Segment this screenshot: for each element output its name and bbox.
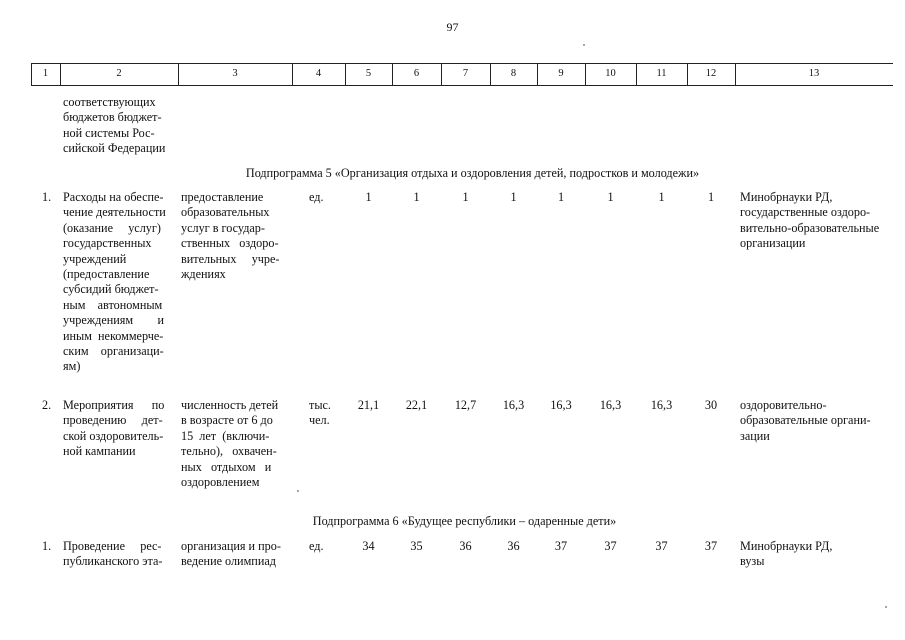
row-number: 2. bbox=[42, 398, 52, 412]
value-cell: 35 bbox=[410, 539, 423, 553]
executor-text: оздоровительно- образовательные органи- зации bbox=[740, 398, 871, 443]
value-cell: 1 bbox=[365, 190, 372, 204]
header-col-5: 5 bbox=[365, 68, 372, 79]
continuation-measure-text: соответствующих бюджетов бюджет- ной системы Рос- сийской Федерации bbox=[63, 95, 166, 156]
measure-text: Расходы на обеспе- чение деятельности (оказание услуг) государственных учреждений (предоставление субсидий бюджет- ным автономным учреждениям и иным некоммерче- ским организаци- ям) bbox=[63, 190, 166, 374]
unit-text: тыс. чел. bbox=[309, 398, 331, 428]
executor-text: Минобрнауки РД, государственные оздоро- вительно-образовательные организации bbox=[740, 190, 880, 251]
header-col-10: 10 bbox=[605, 68, 616, 79]
value-cell: 36 bbox=[507, 539, 520, 553]
executor-text: Минобрнауки РД, вузы bbox=[740, 539, 833, 569]
value-cell: 1 bbox=[413, 190, 420, 204]
header-col-2: 2 bbox=[116, 68, 122, 79]
scan-speck bbox=[583, 44, 585, 46]
header-col-6: 6 bbox=[413, 68, 420, 79]
header-col-1: 1 bbox=[42, 68, 49, 79]
header-col-11: 11 bbox=[656, 68, 667, 79]
unit-text: ед. bbox=[309, 190, 324, 204]
value-cell: 37 bbox=[604, 539, 617, 553]
page-number: 97 bbox=[446, 20, 459, 34]
header-bottom-border bbox=[31, 85, 893, 86]
header-col-4: 4 bbox=[315, 68, 322, 79]
value-cell: 37 bbox=[704, 539, 718, 553]
value-cell: 16,3 bbox=[550, 398, 572, 412]
header-col-8: 8 bbox=[510, 68, 517, 79]
scan-speck bbox=[297, 490, 299, 492]
indicator-text: организация и про- ведение олимпиад bbox=[181, 539, 281, 569]
value-cell: 1 bbox=[607, 190, 614, 204]
value-cell: 22,1 bbox=[405, 398, 428, 412]
value-cell: 16,3 bbox=[502, 398, 525, 412]
value-cell: 1 bbox=[658, 190, 665, 204]
measure-text: Проведение рес- публиканского эта- bbox=[63, 539, 163, 569]
row-number: 1. bbox=[42, 539, 52, 553]
header-col-3: 3 bbox=[232, 68, 238, 79]
unit-text: ед. bbox=[309, 539, 324, 553]
value-cell: 1 bbox=[557, 190, 565, 204]
value-cell: 1 bbox=[707, 190, 715, 204]
value-cell: 34 bbox=[362, 539, 375, 553]
value-cell: 36 bbox=[459, 539, 472, 553]
header-col-13: 13 bbox=[808, 68, 820, 79]
value-cell: 1 bbox=[462, 190, 469, 204]
value-cell: 21,1 bbox=[357, 398, 380, 412]
value-cell: 16,3 bbox=[599, 398, 622, 412]
value-cell: 16,3 bbox=[650, 398, 673, 412]
row-number: 1. bbox=[42, 190, 52, 204]
header-col-12: 12 bbox=[705, 68, 717, 79]
subprogram-6-title: Подпрограмма 6 «Будущее республики – одаренные дети» bbox=[312, 514, 617, 528]
measure-text: Мероприятия по проведению дет- ской оздоровитель- ной кампании bbox=[63, 398, 165, 459]
value-cell: 1 bbox=[510, 190, 517, 204]
value-cell: 12,7 bbox=[454, 398, 477, 412]
value-cell: 37 bbox=[554, 539, 568, 553]
subprogram-5-title: Подпрограмма 5 «Организация отдыха и оздоровления детей, подростков и молодежи» bbox=[245, 166, 700, 180]
value-cell: 37 bbox=[655, 539, 668, 553]
header-col-9: 9 bbox=[558, 68, 564, 79]
value-cell: 30 bbox=[704, 398, 718, 412]
indicator-text: численность детей в возрасте от 6 до 15 лет (включи- тельно), охвачен- ных отдыхом и оздоровлением bbox=[181, 398, 279, 490]
indicator-text: предоставление образовательных услуг в государ- ственных оздоро- вительных учре- ждениях bbox=[181, 190, 280, 282]
header-col-7: 7 bbox=[462, 68, 469, 79]
scan-speck bbox=[885, 606, 887, 608]
